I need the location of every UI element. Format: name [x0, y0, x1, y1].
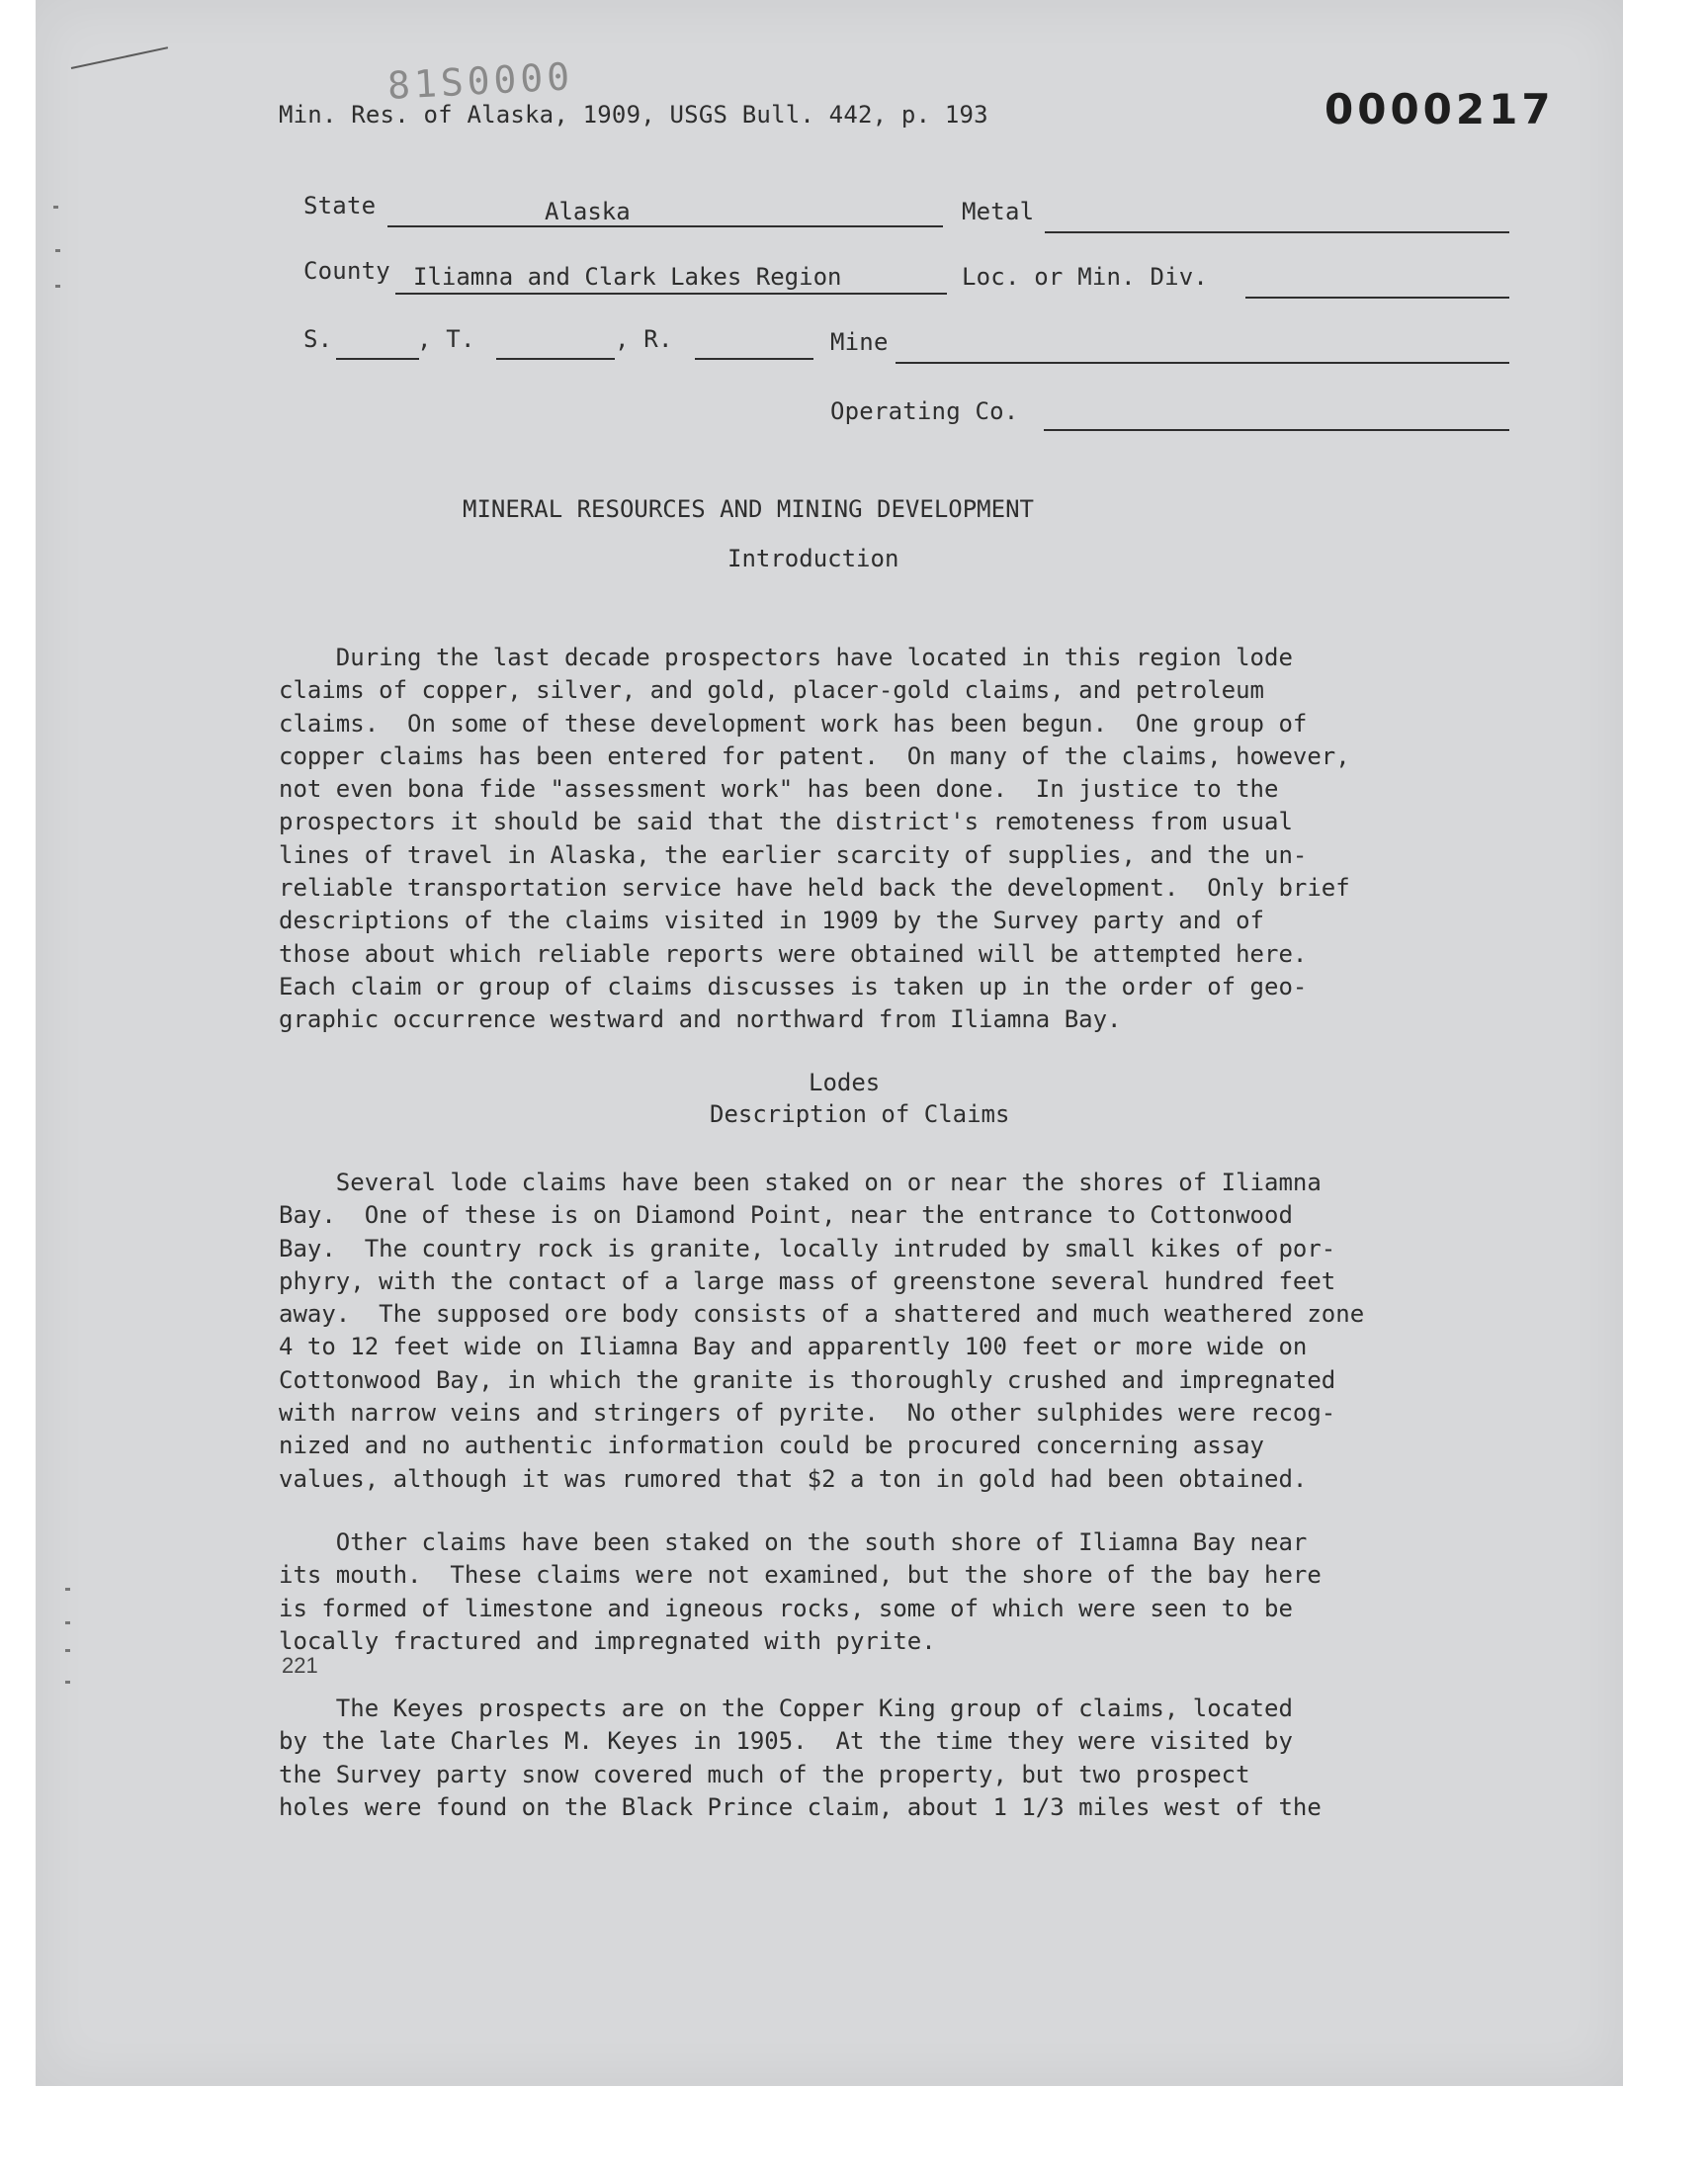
- state-field-line: [387, 225, 943, 227]
- edge-mark: [55, 285, 60, 288]
- operating-co-field-line: [1044, 429, 1509, 431]
- main-title: MINERAL RESOURCES AND MINING DEVELOPMENT: [463, 495, 1034, 523]
- claims-heading: Description of Claims: [710, 1100, 1010, 1128]
- township-field-line: [496, 358, 615, 360]
- intro-paragraph: During the last decade prospectors have located in this region lode claims of copper, silver, and gold, placer-gold claims, and petroleum claims. On some of these development work has been begun. One group of copper claims has been entered for patent. On many of the claims, however, not even bona fide "assessment work" has been done. In justice to the prospectors it should be said that the district's remoteness from usual lines of travel in Alaska, the earlier scarcity of supplies, and the un- reliable transportation service have held back the development. Only brief descriptions of the claims visited in 1909 by the Survey party and of those about which reliable reports were obtained will be attempted here. Each claim or group of claims discusses is taken up in the order of geo- graphic occurrence westward and northward from Iliamna Bay.: [279, 644, 1350, 1034]
- section-field-line: [336, 358, 419, 360]
- intro-heading: Introduction: [727, 545, 899, 572]
- edge-mark: [65, 1681, 70, 1684]
- edge-mark: [65, 1649, 70, 1652]
- edge-mark: [65, 1621, 70, 1624]
- range-field-line: [695, 358, 813, 360]
- metal-field-line: [1045, 231, 1509, 233]
- operating-co-label: Operating Co.: [830, 397, 1019, 425]
- page-margin: [0, 2096, 1708, 2175]
- range-label: , R.: [615, 325, 673, 353]
- mine-field-line: [896, 362, 1509, 364]
- county-label: County: [303, 257, 390, 285]
- paragraph-south-shore: Other claims have been staked on the south shore of Iliamna Bay near its mouth. These claims were not examined, but the shore of the bay here is formed of limestone and igneous rocks, some of which were seen to be locally fractured and impregnated with pyrite.: [279, 1528, 1322, 1655]
- state-label: State: [303, 192, 377, 219]
- loc-field-line: [1245, 297, 1509, 299]
- lodes-heading: Lodes: [809, 1069, 881, 1096]
- section-label: S.: [303, 325, 333, 353]
- paragraph-keyes-prospects: The Keyes prospects are on the Copper King group of claims, located by the late Charles M. Keyes in 1905. At the time they were visited by the Survey party snow covered much of the property, but two prospect holes were found on the Black Prince claim, about 1 1/3 miles west of the: [279, 1695, 1322, 1821]
- edge-mark: [65, 1588, 70, 1591]
- county-field-line: [395, 293, 947, 295]
- metal-label: Metal: [962, 198, 1035, 225]
- township-label: , T.: [417, 325, 475, 353]
- mine-label: Mine: [830, 328, 889, 356]
- county-value: Iliamna and Clark Lakes Region: [413, 263, 842, 291]
- loc-label: Loc. or Min. Div.: [962, 263, 1209, 291]
- edge-mark: [53, 206, 58, 209]
- document-number-stamp: 0000217: [1324, 85, 1555, 133]
- edge-mark: [55, 249, 60, 252]
- page-marker: 221: [282, 1653, 318, 1678]
- paragraph-diamond-point: Several lode claims have been staked on or near the shores of Iliamna Bay. One of these is on Diamond Point, near the entrance to Cottonwood Bay. The country rock is granite, locally intruded by small kikes of por- phyry, with the contact of a large mass of greenstone several hundred feet away. The supposed ore body consists of a shattered and much weathered zone 4 to 12 feet wide on Iliamna Bay and apparently 100 feet or more wide on Cottonwood Bay, in which the granite is thoroughly crushed and impregnated with narrow veins and stringers of pyrite. No other sulphides were recog- nized and no authentic information could be procured concerning assay values, although it was rumored that $2 a ton in gold had been obtained.: [279, 1169, 1365, 1493]
- state-value: Alaska: [545, 198, 631, 225]
- faint-stamp-number: 81S0000: [385, 54, 575, 108]
- citation-header: Min. Res. of Alaska, 1909, USGS Bull. 442, p. 193: [279, 101, 988, 129]
